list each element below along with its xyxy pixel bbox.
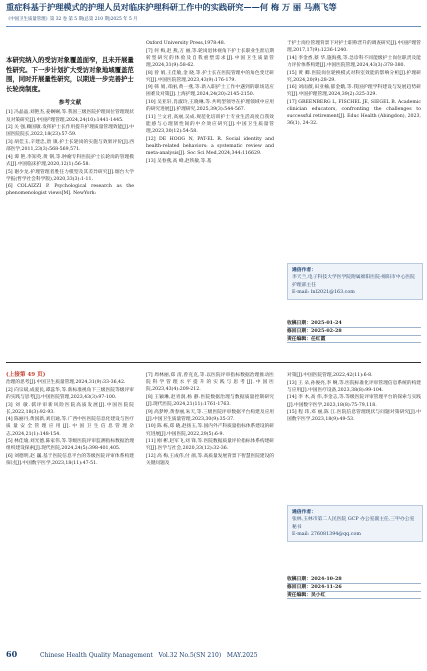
reference-item: [8] 曾 娟,王佳敏,金 晓,等.护士长在医院管理中的角色变迁研究[J].中国医院管理,2023,43(9):176-179.: [146, 70, 274, 83]
reference-item: [5] 林佳瑜,刘光德,陈家伟,等.等级医院评审监测指标数据治理组织建设探索[J].现代医院,2024,24(5):398-401,405.: [6, 439, 134, 452]
reference-item: [9] 高梦婷,黄春丽,朱天,等.三级医院评审数据平台构建及应用[J].中国卫生质量管理,2023,30(9):35-37.: [146, 409, 274, 422]
responsible-editor: 责任编辑：任红霞: [287, 336, 421, 344]
reference-item: [6] COLAIZZI P. Psychological research as the phenomenologist views[M]. NewYork:: [6, 184, 134, 197]
page-footer: [6, 649, 421, 659]
corresponding-author-box: [287, 505, 423, 542]
section-divider: [6, 362, 421, 363]
bottom-column-2: [146, 372, 274, 468]
reference-item: [1] 冯晶晶,刘艳杰,姜娴娴,等.我国三级医院护理岗位管理现状及对策研究[J].中国护理管理,2024,24(10):1441-1445.: [6, 110, 134, 123]
bottom-column-1: [6, 372, 134, 468]
issue-info: Vol.32 No.5(SN 210): [158, 652, 222, 659]
corresponding-author-box: [287, 263, 423, 300]
reference-item: [7] 何 梅,赵 燕,万 丽,等.轮岗退休视角下护士长职业生涯后期转型研究的体验及自我重塑需求[J].中国卫生质量管理,2024,31(9):58-62.: [146, 48, 274, 68]
reference-item: [2] 关 强,赖国敏.发挥护士长作用提升护理质量管理效能[J].中国医院院长,2022,18(23):57-59.: [6, 125, 134, 138]
reference-list: [287, 40, 421, 128]
reference-list: [6, 109, 134, 197]
bottom-column-3: [287, 372, 421, 424]
reference-item: [7] 周林丽,郑 清,曾克克,等.以医院评审指标数据治理推动医院科学管理水平提升的实践与思考[J].中国医院,2023,43(4):209-212.: [146, 373, 274, 393]
reference-item: [15] 程 玮,邓 丽,陈 江.医院信息管理现状与问题对策研究[J].中国数字医学,2023,18(9):49-53.: [287, 410, 421, 423]
references-heading: 参考文献: [58, 100, 82, 107]
reference-item: [3] 胡佳玉,辛建忠,唐 镇.护士长轮岗的实施与效果评价[J].西部医学,2011,23(3):568-569,571.: [6, 140, 134, 153]
reference-item: 治理的思考[J].中国卫生质量管理,2024,31(9):33-36,42.: [6, 380, 126, 386]
top-column-2: [146, 40, 274, 165]
reference-item: [9] 韩 娟,邓丽,黄一燕,等.新入职护士工作中遇到的职场适应困难及对策[J].上海护理,2024,24(20):2145-2150.: [146, 85, 274, 98]
author-email: E-mail: 276081394@qq.com: [292, 531, 361, 537]
page-number: 60: [6, 649, 18, 659]
reference-item: [4] 陈丽丹,黄国新,刘启通,等.广西中医医院信息化建设与医疗质量安全管理应用[J].中国卫生信息管理杂志,2024,21(1):148-154.: [6, 417, 134, 437]
reference-list: [146, 372, 274, 467]
author-affiliation: 张林,玉林市第二人民医院 GCP 办公室副主任,三甲办公室秘书: [292, 517, 415, 530]
reference-item: [4] 谭 艳,李知英,黄 钢,等.肿瘤专科医院护士长轮岗的管理模式[J].中国临床护理,2020,12(1):56-58.: [6, 154, 134, 167]
reference-item: [15] 黄 卿.医院岗位轮换模式对科室效能的影响分析[J].护理研究,2024,20(9):28-29.: [287, 70, 421, 83]
body-paragraph: 本研究纳入的受访对象覆盖面窄，且未开展量性研究。下一步计划扩大受访对象地域覆盖范围，同时开展量性研究，以期进一步完善护士长轮岗制度。: [6, 56, 134, 93]
continued-from-label: (上接第 49 页): [6, 372, 46, 378]
reference-item: [17] GREENBERG L, FISCHEL JE, SIEGEL B. Academic clinician educators, confronting the challenges to successful retirement[J]. Educ Health (Abingdon), 2023, 36(1), 24-32.: [287, 100, 421, 127]
author-label: 通信作者：: [292, 509, 316, 515]
top-column-1: [6, 56, 134, 198]
author-affiliation: 李天兰,电子科技大学医学院附属绵阳医院·绵阳市中心医院护理部主任: [292, 275, 415, 288]
top-column-3: [287, 40, 421, 128]
reference-item: [12] 高 梅,王成伟,付 颜,等.高质量发展背景下智慧医院建设的关键问题及: [146, 454, 274, 467]
issue-date: MAY.2025: [226, 652, 258, 659]
reference-item: [10] 陈 栋,郑 晓,赵扬玉,等.国内外产科质量指标体系建设的研究进展[J].中国医院,2022,29(5):6-9.: [146, 424, 274, 437]
journal-name: Chinese Health Quality Management: [40, 652, 153, 659]
responsible-editor: 责任编辑：吴小红: [287, 592, 421, 600]
received-date: 收稿日期：2025-01-24: [287, 320, 421, 328]
reference-item: [6] 刘德明,赵 巍.基于医院信息平台的等级医院评审体系构建探讨[J].中国数字医学,2023,18(11):47-51.: [6, 454, 134, 467]
reference-item: 对策[J].中国医院管理,2022,42(11):6-8.: [287, 373, 373, 378]
reference-list: [287, 372, 421, 423]
reference-item: [2] 向宗斌,成爱民,谭蕊华,等.新标准视角下三级医院等级评审的实践与思考[J].中国医院管理,2023,43(3):97-100.: [6, 387, 134, 400]
revised-date: 修回日期：2025-02-28: [287, 328, 421, 336]
article-running-title: 重症科基于护理模式的护理人员对临床护理科研工作中的实践研究——何 梅 万 丽 马燕飞等: [6, 2, 337, 12]
received-date: 收稿日期：2024-10-28: [287, 576, 421, 584]
reference-item: [8] 王颖琳,赵青润,杨 静.医院数据治理与数据质量控制研究[J].现代医院,2024,21(11):1761-1763.: [146, 394, 274, 407]
reference-item: [5] 谢少龙.护理管理者胜任力模型及其差异研究[J].烟台大学学报(哲学社会科学版),2020,33(3):1-11.: [6, 169, 134, 182]
reference-item: Oxford University Press,1978:48.: [146, 41, 226, 46]
reference-item: [14] 李金香,蔡 华,施海燕,等.急诊科不同能级护士岗位职责及能力评价体系构建[J].中国医院管理,2024,43(3):378-380.: [287, 55, 421, 68]
reference-list: [146, 40, 274, 165]
reference-item: [16] 刘雨薇,田亚楠,郁金娥,等.我国护理学科建设与发展趋势研究[J].中国护理管理,2024,39(2):325-329.: [287, 85, 421, 98]
reference-item: [10] 吴亚轩,肖淑玲,王晓琳,等.共鸣型领导在护理领域中应用的研究进展[J].护理研究,2025,39(3):544-567.: [146, 100, 274, 113]
reference-item: 于护士岗位管理背景下对护士职称晋升的调查研究[J].中国护理管理,2017,17(9):1236-1240.: [287, 41, 421, 54]
journal-issue-line: 《中国卫生质量管理》第 32 卷 第 5 期(总第 210 期)2025 年 5 月: [6, 17, 138, 22]
article-dates: [287, 576, 421, 599]
revised-date: 修回日期：2024-11-26: [287, 584, 421, 592]
reference-item: [14] 李 木,高 伟,李金志,等.等级医院评审管理平台的探索与实践[J].中国数字医学,2023,18(8):75-79,118.: [287, 395, 421, 408]
author-label: 通信作者：: [292, 267, 316, 273]
reference-item: [11] 刚 彬,赵军飞,刘 锋,等.医院数据质量评价指标体系构建研究[J].医学与社会,2020,33(12):32-36.: [146, 439, 274, 452]
reference-item: [13] 王 朵,孙俊亮,李 啊,等.医院标准化评审管理信息系统的构建与应用[J].中国医疗设备,2023,38(8):99-104.: [287, 380, 421, 393]
reference-item: [13] 吴春燕,高 峰,赵铁敏,等.基: [146, 158, 212, 164]
reference-item: [11] 兰文君,高丽,吴成.规范化培训护士专业生活高度自我效能感与心理韧性间的中介效应研究[J].中国卫生质量管理,2023,30(12):54-58.: [146, 114, 274, 135]
author-email: E-mail: lnl2021@163.com: [292, 289, 355, 295]
reference-item: [12] DE HOOG N, PAT-EL R. Social identity and health-related behaviors: a systematic review and meta-analysis[J]. Soc Sci Med,2024,344:116629.: [146, 136, 274, 156]
reference-list: [6, 379, 134, 467]
article-dates: [287, 320, 421, 343]
header-rule: [6, 26, 421, 27]
reference-item: [3] 刘 敏.儒评审新风险医院高质发展[J].中国医院院长,2022,18(3):92-93.: [6, 402, 134, 415]
